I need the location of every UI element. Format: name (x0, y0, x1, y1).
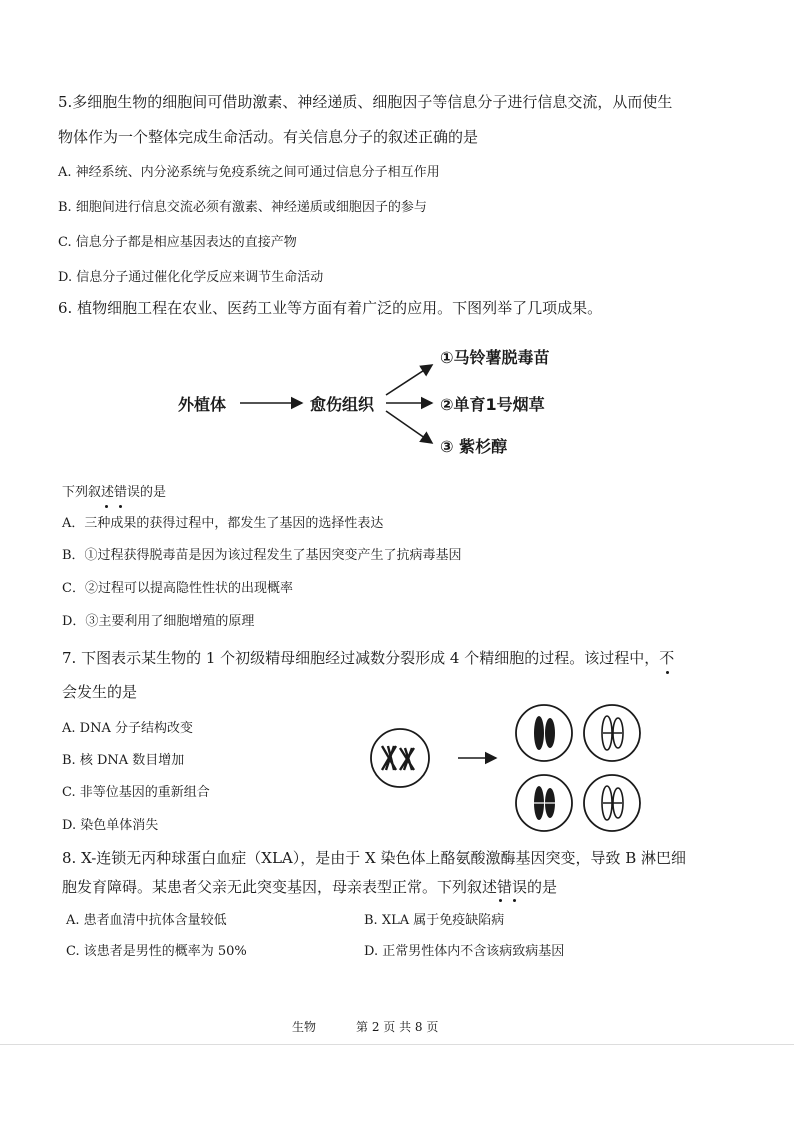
q6-option-a: A．三种成果的获得过程中，都发生了基因的选择性表达 (62, 516, 384, 531)
emphasis-dot (513, 899, 516, 902)
arrow-to-outcome-3 (386, 411, 432, 443)
footer-page-number: 第 2 页 共 8 页 (356, 1020, 439, 1034)
q5-stem-line2: 物体作为一个整体完成生命活动。有关信息分子的叙述正确的是 (58, 128, 479, 146)
sperm-cell-1 (516, 705, 572, 761)
node-outcome-3: ③ 紫杉醇 (440, 437, 508, 456)
emphasis-dot (105, 505, 108, 508)
q7-stem-line1: 7. 下图表示某生物的 1 个初级精母细胞经过减数分裂形成 4 个精细胞的过程。该过程中，不 (62, 649, 675, 667)
q8-stem-line2: 胞发育障碍。某患者父亲无此突变基因，母亲表型正常。下列叙述错误的是 (62, 878, 558, 896)
q8-option-d: D. 正常男性体内不含该病致病基因 (364, 944, 565, 959)
emphasis-dot (666, 671, 669, 674)
q8-option-a: A. 患者血清中抗体含量较低 (66, 913, 227, 928)
node-callus: 愈伤组织 (310, 395, 375, 414)
q7-option-b: B. 核 DNA 数目增加 (62, 753, 185, 768)
q5-option-b: B. 细胞间进行信息交流必须有激素、神经递质或细胞因子的参与 (58, 200, 427, 215)
emphasis-dot (499, 899, 502, 902)
arrow-to-outcome-1 (386, 365, 432, 395)
flow-arrows (170, 335, 630, 465)
q7-option-a: A. DNA 分子结构改变 (62, 721, 193, 736)
q5-option-a: A. 神经系统、内分泌系统与免疫系统之间可通过信息分子相互作用 (58, 165, 440, 180)
sperm-cell-3 (516, 775, 572, 831)
q6-option-d: D．③主要利用了细胞增殖的原理 (62, 614, 255, 629)
q6-prompt: 下列叙述错误的是 (62, 485, 167, 500)
q7-option-c: C. 非等位基因的重新组合 (62, 785, 210, 800)
q6-option-c: C．②过程可以提高隐性性状的出现概率 (62, 581, 293, 596)
node-explant: 外植体 (178, 395, 227, 414)
q6-option-b: B．①过程获得脱毒苗是因为该过程发生了基因突变产生了抗病毒基因 (62, 548, 462, 563)
primary-spermatocyte (371, 729, 429, 787)
q6-stem: 6. 植物细胞工程在农业、医药工业等方面有着广泛的应用。下图列举了几项成果。 (58, 299, 603, 317)
sperm-cell-4 (584, 775, 640, 831)
sperm-cell-2 (584, 705, 640, 761)
q5-option-c: C. 信息分子都是相应基因表达的直接产物 (58, 235, 297, 250)
q5-option-d: D. 信息分子通过催化化学反应来调节生命活动 (58, 270, 324, 285)
meiosis-figure (360, 700, 660, 850)
tissue-culture-flow-diagram (170, 335, 630, 465)
q8-option-c: C. 该患者是男性的概率为 50% (66, 944, 247, 959)
node-outcome-2: ②单育1号烟草 (440, 395, 545, 414)
footer-subject: 生物 (292, 1020, 317, 1034)
node-outcome-1: ①马铃薯脱毒苗 (440, 348, 550, 367)
q7-option-d: D. 染色单体消失 (62, 818, 159, 833)
meiosis-diagram (360, 700, 660, 850)
q7-stem-line2: 会发生的是 (62, 683, 138, 701)
footer-divider (0, 1044, 794, 1045)
q8-stem-line1: 8. X-连锁无丙种球蛋白血症（XLA），是由于 X 染色体上酪氨酸激酶基因突变，导致 B 淋巴细 (62, 849, 687, 867)
emphasis-dot (119, 505, 122, 508)
q8-option-b: B. XLA 属于免疫缺陷病 (364, 913, 505, 928)
q5-stem-line1: 5.多细胞生物的细胞间可借助激素、神经递质、细胞因子等信息分子进行信息交流，从而使生 (58, 93, 673, 111)
